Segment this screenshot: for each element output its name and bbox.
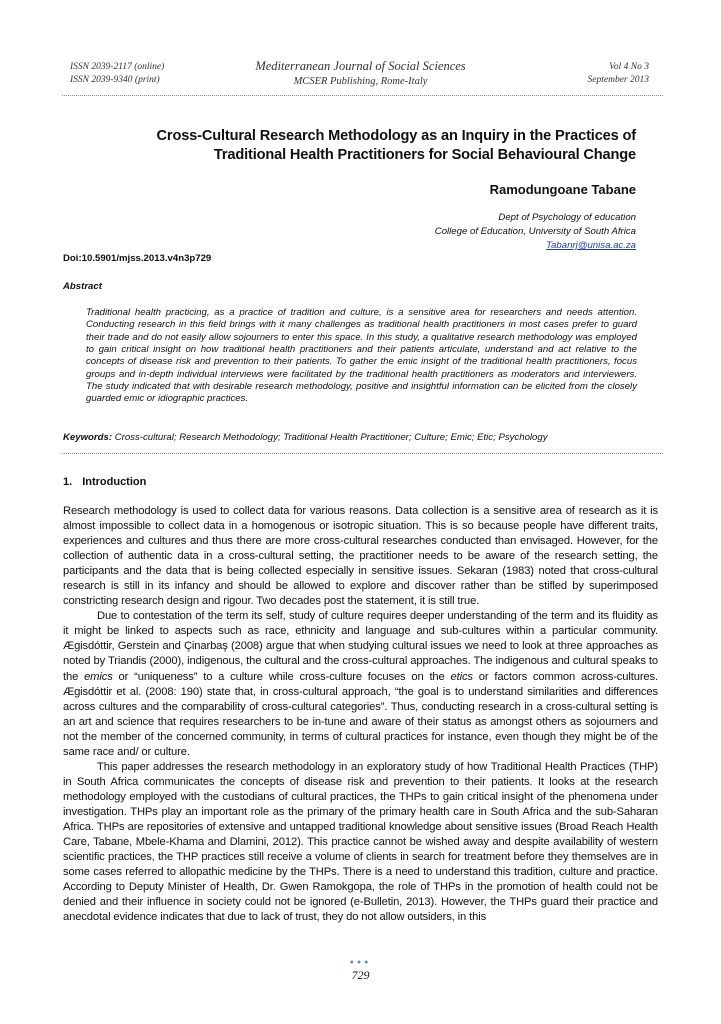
- section-heading: [63, 476, 156, 488]
- doi: Doi:10.5901/mjss.2013.v4n3p729: [63, 253, 212, 264]
- header-divider: [62, 95, 663, 96]
- paragraph-3: This paper addresses the research methodology in an exploratory study of how Traditional Health Practices (THP) in South Africa communicates the concepts of disease risk and prevention to their patients. It looks at the research methodology employed with the custodians of cultural practices, the THPs to gain critical insight of the phenomena under investigation. THPs play an important role as the primary of the primary health care in South Africa and the sub-Saharan Africa. THPs are repositories of extensive and untapped traditional knowledge about sensitive issues (Broad Reach Health Care, Tabane, Mbele-Khama and Dlamini, 2012). This practice cannot be wished away and despite availability of western scientific practices, the THP practices still receive a volume of clients in search for treatment before they themselves are in some cases referred to allopathic medicine by the THPs. There is a need to understand this tradition, culture and practice. According to Deputy Minister of Health, Dr. Gwen Ramokgopa, the role of THPs in the promotion of health could not be denied and their influence in society could not be ignored (e-Bulletin, 2013). However, the THPs guard their practice and anecdotal evidence indicates that due to lack of trust, they do not allow outsiders, in this: [63, 760, 658, 924]
- issue-block: [588, 61, 649, 87]
- issn-print: ISSN 2039-9340 (print): [70, 75, 160, 85]
- author-name: Ramodungoane Tabane: [489, 182, 636, 197]
- page-number: 729: [351, 968, 370, 982]
- section-number: 1.: [63, 476, 73, 488]
- title-line-1: Cross-Cultural Research Methodology as an Inquiry in the Practices of: [156, 128, 636, 144]
- journal-name: Mediterranean Journal of Social Sciences: [255, 59, 466, 73]
- issn-online: ISSN 2039-2117 (online): [70, 62, 165, 72]
- publisher-name: MCSER Publishing, Rome-Italy: [293, 76, 428, 87]
- paper-title: [120, 127, 636, 165]
- title-line-2: Traditional Health Practitioners for Social Behavioural Change: [213, 147, 636, 163]
- body-text: [63, 504, 658, 925]
- paragraph-2: Due to contestation of the term its self, study of culture requires deeper understanding of the term and its fluidity as it might be linked to aspects such as race, ethnicity and language and sub-cultures within a particular community. Ægisdóttir, Gerstein and Çinarbaş (2008) argue that when studying cultural issues we need to look at three approaches as noted by Triandis (2000), indigenous, the cultural and the cross-cultural approaches. The indigenous and cultural speaks to the emics or “uniqueness” to a culture while cross-culture focuses on the etics or factors common across-cultures. Ægisdóttir et al. (2008: 190) state that, in cross-cultural approach, “the goal is to understand similarities and differences across cultures and the comparability of cross-cultural categories”. Thus, conducting research in a cross-cultural setting is an art and science that requires researchers to be in-tune and aware of their status as amongst others as sojourners and not the member of the concerned community, in terms of cultural practices for instance, even though they might be of the same race and/ or culture.: [63, 610, 658, 758]
- section-title: Introduction: [82, 476, 147, 488]
- affiliation-college: College of Education, University of South Africa: [434, 226, 636, 237]
- abstract-heading: Abstract: [63, 281, 102, 292]
- affiliation-dept: Dept of Psychology of education: [498, 212, 636, 223]
- issue-date: September 2013: [587, 75, 649, 85]
- author-affiliation: [435, 211, 636, 253]
- keywords-label: Keywords:: [63, 432, 113, 443]
- emics-term: emics: [84, 670, 113, 683]
- abstract-text: Traditional health practicing, as a practice of tradition and culture, is a sensitive area for researchers and needs attention. Conducting research in this field brings with it many challenges as traditional health practitioners in most cases prefer to guard their trade and do not easily allow sojourners to enter this space. In this study, a qualitative research methodology was employed to gain critical insight on how traditional health practitioners and their patients articulate, understand and act relative to the concepts of disease risk and prevention to their patients. To gather the emic insight of the traditional health practitioners, focus groups and in-depth individual interviews were facilitated by the traditional health practitioners as moderators and interviewers. The study indicated that with desirable research methodology, positive and insightful information can be elicited from the closely guarded emic or idiographic practices.: [86, 307, 637, 405]
- keywords-text: Cross-cultural; Research Methodology; Traditional Health Practitioner; Culture; Emic; Etic; Psychology: [114, 432, 548, 443]
- paragraph-1: Research methodology is used to collect data for various reasons. Data collection is a sensitive area of research as it is almost impossible to collect data in a homogenous or isotropic situation. This is so because people have different traits, experiences and cultures and thus there are more cross-cultural researches conducted than envisaged. However, for the collection of authentic data in a cross-cultural setting, the practitioner needs to be aware of the research setting, the participants and the data that is being collected especially in sensitive issues. Sekaran (1983) noted that cross-cultural research is still in its infancy and should be allowed to explore and discover rather than be stifled by superimposed constricting research design and rigour. Two decades post the statement, it is still true.: [63, 505, 658, 608]
- page-dots-ornament: ●●●: [349, 958, 372, 966]
- section-divider: [62, 453, 663, 454]
- volume-number: Vol 4 No 3: [609, 62, 649, 72]
- etics-term: etics: [450, 670, 473, 683]
- keywords: [63, 432, 548, 443]
- author-email-link[interactable]: Tabanrj@unisa.ac.za: [546, 240, 636, 251]
